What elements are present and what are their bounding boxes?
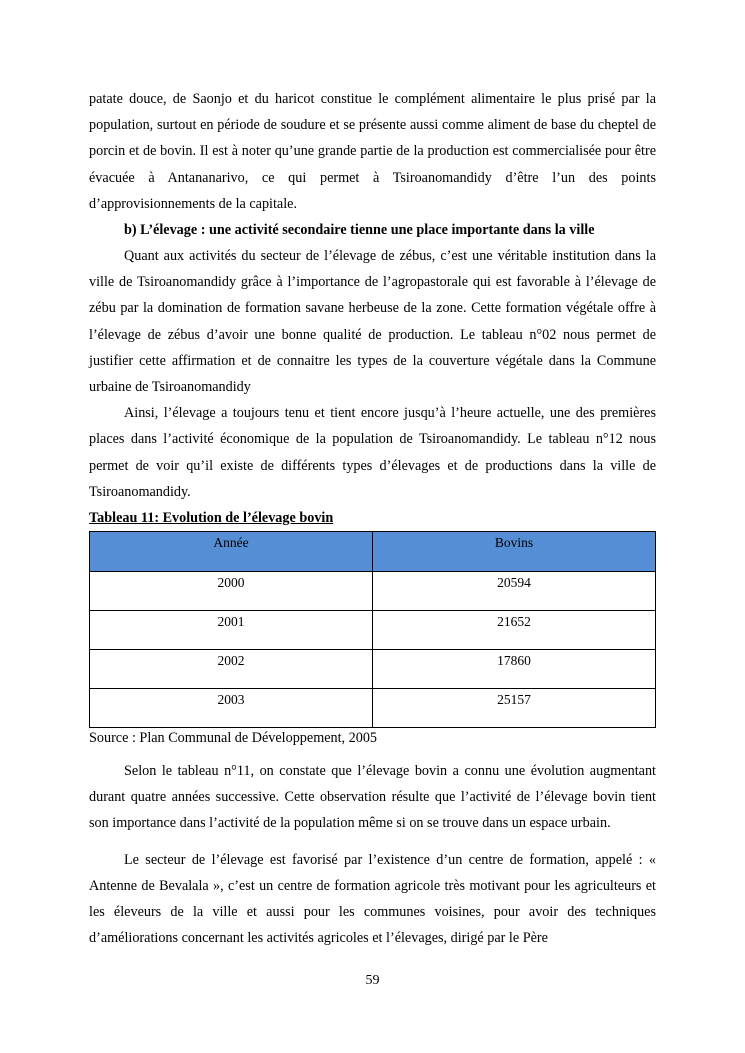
- table-source: Source : Plan Communal de Développement, 2005: [89, 730, 378, 747]
- cell-annee: 2002: [90, 650, 373, 689]
- paragraph-economie: Ainsi, l’élevage a toujours tenu et tient encore jusqu’à l’heure actuelle, une des premières places dans l’activité économique de la population de Tsiroanomandidy. Le tableau n°12 nous permet de voir qu’il existe de différents types d’élevages et de productions dans la ville de Tsiroanomandidy.: [89, 405, 656, 500]
- header-bovins: Bovins: [373, 532, 656, 572]
- document-page: [89, 86, 656, 951]
- paragraph-bevalala: Le secteur de l’élevage est favorisé par l’existence d’un centre de formation, appelé : « Antenne de Bevalala », c’est un centre de formation agricole très motivant pour les agriculteurs et les éleveurs de la ville et aussi pour les communes voisines, pour avoir des techniques d’améliorations concernant les activités agricoles et l’élevages, dirigé par le Père: [89, 851, 656, 947]
- paragraph-analyse: Selon le tableau n°11, on constate que l’élevage bovin a connu une évolution augmentant durant quatre années successive. Cette observation résulte que l’activité de l’élevage bovin tient son importance dans l’activité de la population même si on se trouve dans un espace urbain.: [89, 763, 656, 832]
- paragraph-zebus: Quant aux activités du secteur de l’élevage de zébus, c’est une véritable institution dans la ville de Tsiroanomandidy grâce à l’importance de l’agropastorale qui est favorable à l’élevage de zébu par la domination de formation savane herbeuse de la zone. Cette formation végétale offre à l’élevage de zébus d’avoir une bonne qualité de production. Le tableau n°02 nous permet de justifier cette affirmation et de connaitre les types de la couverture végétale dans la Commune urbaine de Tsiroanomandidy: [89, 248, 656, 396]
- table-row: [90, 572, 656, 611]
- paragraph-agriculture: patate douce, de Saonjo et du haricot constitue le complément alimentaire le plus prisé par la population, surtout en période de soudure et se présente aussi comme aliment de base du cheptel de porcin et de bovin. Il est à noter qu’une grande partie de la production est commercialisée pour être évacuée à Antananarivo, ce qui permet à Tsiroanomandidy d’être l’un des points d’approvisionnements de la capitale.: [89, 91, 656, 212]
- spacer: [89, 837, 656, 847]
- table-row: [90, 611, 656, 650]
- spacer: [89, 748, 656, 758]
- cell-bovins: 25157: [373, 689, 656, 728]
- page-number: 59: [365, 973, 380, 988]
- bovin-table: [89, 531, 656, 728]
- table-header-row: [90, 532, 656, 572]
- section-heading-elevage: b) L’élevage : une activité secondaire tienne une place importante dans la ville: [124, 222, 595, 239]
- header-annee: Année: [90, 532, 373, 572]
- table-row: [90, 689, 656, 728]
- table-title: Tableau 11: Evolution de l’élevage bovin: [89, 510, 334, 527]
- table-row: [90, 650, 656, 689]
- cell-annee: 2001: [90, 611, 373, 650]
- cell-annee: 2003: [90, 689, 373, 728]
- cell-bovins: 20594: [373, 572, 656, 611]
- cell-annee: 2000: [90, 572, 373, 611]
- cell-bovins: 17860: [373, 650, 656, 689]
- cell-bovins: 21652: [373, 611, 656, 650]
